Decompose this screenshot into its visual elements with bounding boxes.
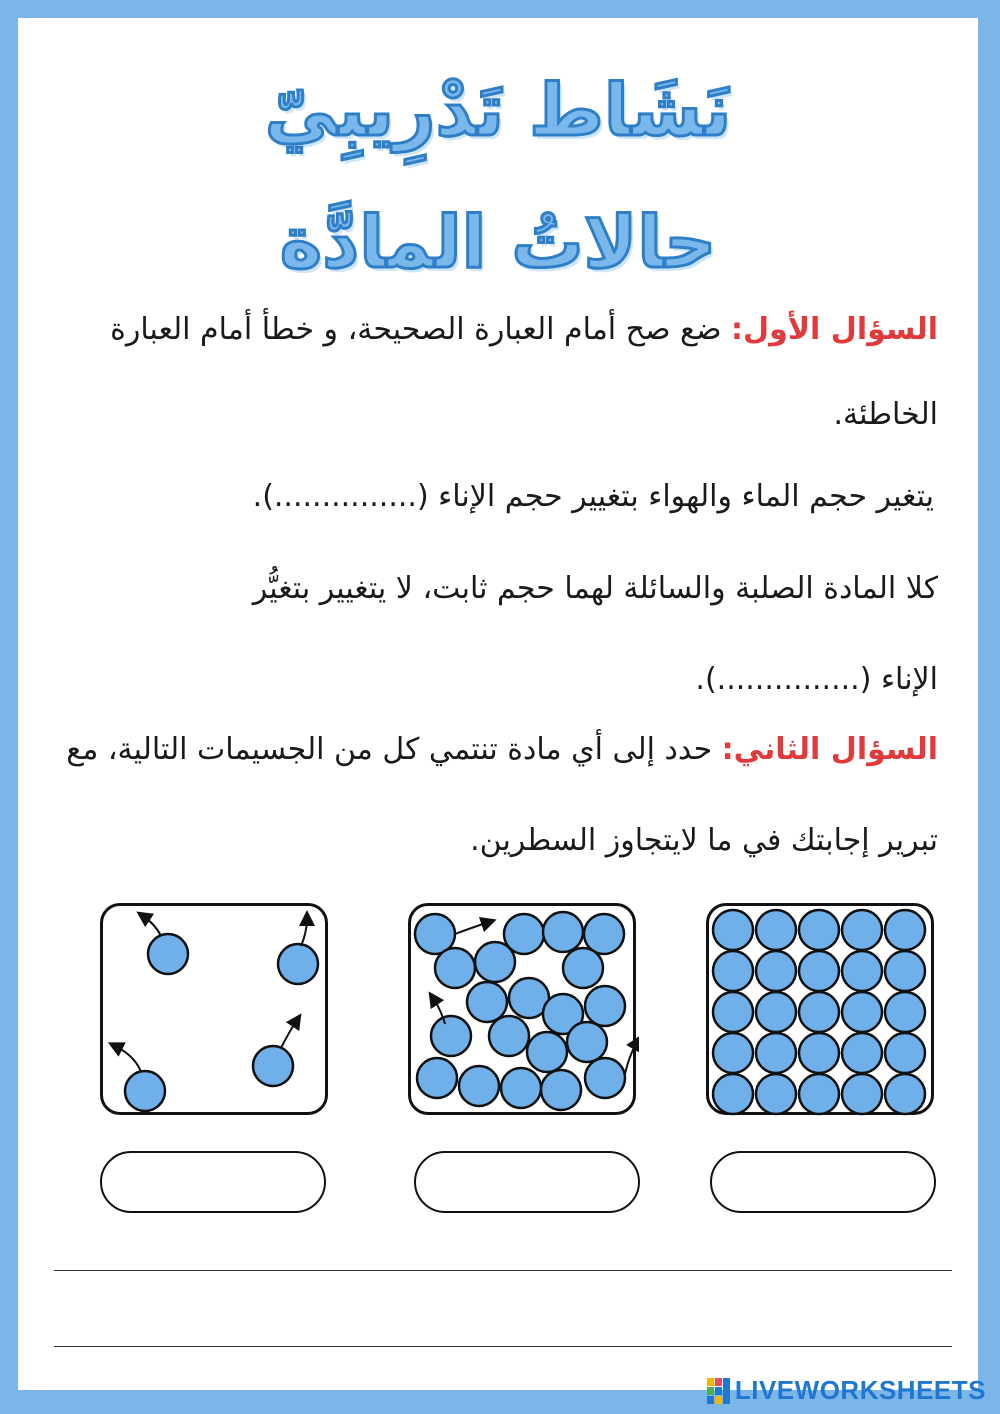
liquid-particle bbox=[563, 948, 603, 988]
solid-particle bbox=[756, 992, 796, 1032]
liquid-particle bbox=[527, 1032, 567, 1072]
gas-particles-svg bbox=[103, 906, 331, 1118]
solid-particle bbox=[842, 1074, 882, 1114]
solid-particle bbox=[713, 1033, 753, 1073]
answer-line-2[interactable] bbox=[54, 1346, 952, 1347]
liquid-particle bbox=[585, 1058, 625, 1098]
question1-statement1: يتغير حجم الماء والهواء بتغيير حجم الإناء (...............). bbox=[252, 479, 934, 514]
worksheet-subtitle: حالاتُ المادَّة bbox=[279, 200, 717, 284]
worksheet-title: نَشَاط تَدْرِيبِيّ bbox=[264, 68, 732, 152]
gas-particle bbox=[115, 1046, 165, 1111]
liquid-particles-svg bbox=[411, 906, 639, 1118]
gas-particle bbox=[278, 918, 318, 984]
liquid-particles-diagram bbox=[408, 903, 636, 1115]
liquid-particle bbox=[435, 948, 475, 988]
solid-particles-diagram bbox=[706, 903, 934, 1115]
question1-line1 bbox=[110, 312, 938, 347]
liquid-particle bbox=[585, 986, 625, 1026]
liquid-particle bbox=[501, 1068, 541, 1108]
liquid-particle bbox=[489, 1016, 529, 1056]
liquid-motion-arrow bbox=[455, 922, 489, 934]
question2-label: السؤال الثاني: bbox=[721, 732, 938, 767]
solid-answer-box[interactable] bbox=[710, 1151, 936, 1213]
solid-particle bbox=[799, 992, 839, 1032]
solid-particle bbox=[756, 1033, 796, 1073]
solid-particle bbox=[713, 951, 753, 991]
liquid-particle bbox=[467, 982, 507, 1022]
liquid-particle bbox=[431, 1016, 471, 1056]
gas-particle bbox=[143, 916, 188, 974]
watermark bbox=[707, 1375, 986, 1406]
solid-particle bbox=[885, 1074, 925, 1114]
question1-label: السؤال الأول: bbox=[731, 312, 938, 347]
answer-line-1[interactable] bbox=[54, 1270, 952, 1271]
liquid-answer-box[interactable] bbox=[414, 1151, 640, 1213]
solid-particle bbox=[842, 951, 882, 991]
solid-particle bbox=[713, 992, 753, 1032]
question2-line1 bbox=[66, 732, 938, 767]
solid-particle bbox=[885, 992, 925, 1032]
solid-particle bbox=[799, 910, 839, 950]
solid-particle bbox=[842, 1033, 882, 1073]
solid-particles-svg bbox=[709, 906, 937, 1118]
solid-particle bbox=[713, 910, 753, 950]
liveworksheets-logo-icon bbox=[707, 1378, 731, 1404]
gas-answer-box[interactable] bbox=[100, 1151, 326, 1213]
question1-statement2-line1: كلا المادة الصلبة والسائلة لهما حجم ثابت، لا يتغيير بتغيُّر bbox=[252, 571, 938, 606]
solid-particle bbox=[799, 1033, 839, 1073]
solid-particle bbox=[842, 992, 882, 1032]
liquid-particle bbox=[417, 1058, 457, 1098]
question1-statement2-line2: الإناء (...............). bbox=[695, 662, 938, 697]
solid-particle bbox=[885, 1033, 925, 1073]
gas-particles-diagram bbox=[100, 903, 328, 1115]
question1-prompt-line2: الخاطئة. bbox=[833, 397, 938, 432]
solid-particle bbox=[799, 951, 839, 991]
solid-particle bbox=[756, 1074, 796, 1114]
solid-particle bbox=[756, 910, 796, 950]
gas-particle bbox=[253, 1020, 297, 1086]
liquid-motion-arrow bbox=[625, 1042, 637, 1074]
question1-prompt-line1: ضع صح أمام العبارة الصحيحة، و خطأ أمام العبارة bbox=[110, 312, 722, 347]
question2-prompt-line1: حدد إلى أي مادة تنتمي كل من الجسيمات التالية، مع bbox=[66, 732, 713, 767]
liquid-particle bbox=[543, 912, 583, 952]
worksheet-page bbox=[18, 18, 978, 1390]
solid-particle bbox=[713, 1074, 753, 1114]
liquid-particle bbox=[475, 942, 515, 982]
solid-particle bbox=[756, 951, 796, 991]
liquid-particle bbox=[459, 1066, 499, 1106]
solid-particle bbox=[842, 910, 882, 950]
question2-prompt-line2: تبرير إجابتك في ما لايتجاوز السطرين. bbox=[470, 823, 938, 858]
solid-particle bbox=[799, 1074, 839, 1114]
solid-particle bbox=[885, 910, 925, 950]
liquid-particle bbox=[567, 1022, 607, 1062]
liquid-particle bbox=[541, 1070, 581, 1110]
watermark-text: LIVEWORKSHEETS bbox=[734, 1375, 986, 1405]
solid-particle bbox=[885, 951, 925, 991]
